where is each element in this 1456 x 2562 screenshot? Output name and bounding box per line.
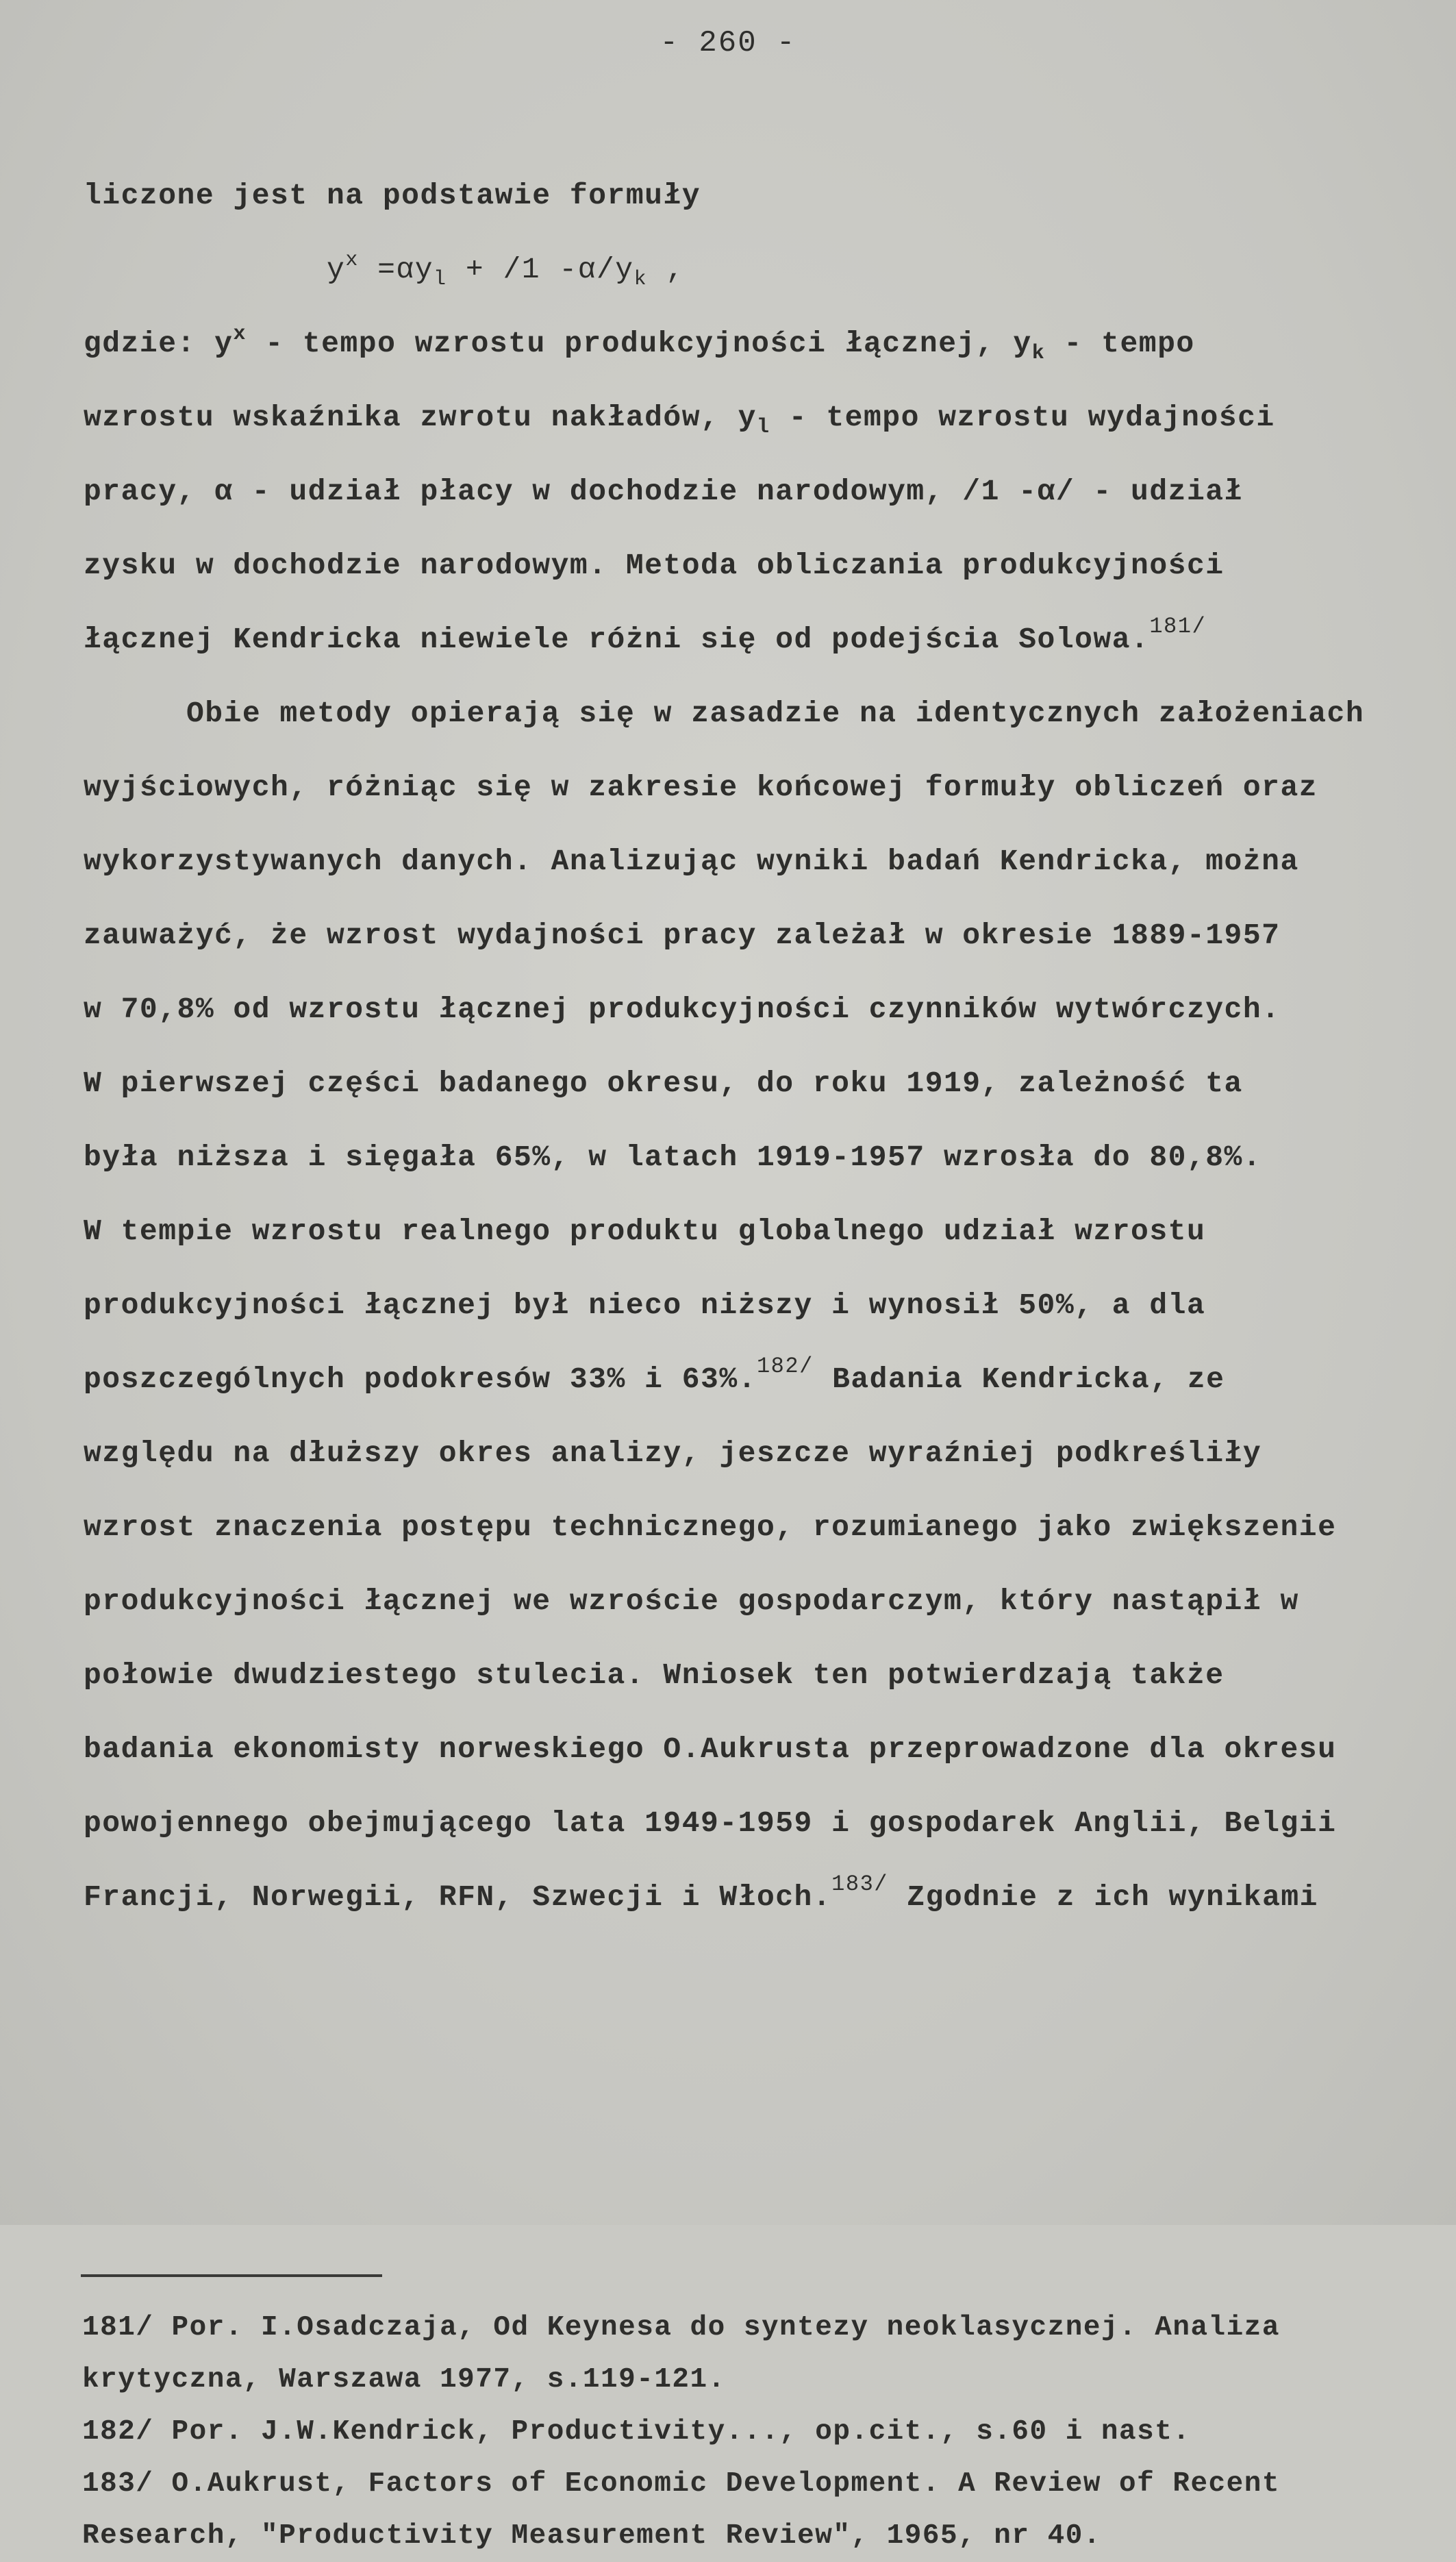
footnote-line: Research, "Productivity Measurement Review", 1965, nr 40. [82, 2520, 1101, 2552]
text-run: wzrost znaczenia postępu technicznego, rozumianego jako zwiększenie [84, 1510, 1337, 1544]
text-line [84, 751, 1446, 825]
text-run: Badania Kendricka, ze [813, 1363, 1225, 1396]
text-line [84, 455, 1446, 529]
text-run: łącznej Kendricka niewiele różni się od podejścia Solowa. [84, 623, 1150, 656]
text-line [84, 1639, 1446, 1713]
text-run: - tempo [1045, 327, 1195, 360]
text-run: poszczególnych podokresów 33% i 63%. [84, 1363, 757, 1396]
text-line [84, 529, 1446, 603]
text-line [84, 1047, 1446, 1121]
text-run: wyjściowych, różniąc się w zakresie końcowej formuły obliczeń oraz [84, 771, 1318, 804]
footnote-separator [81, 2274, 382, 2277]
text-run: była niższa i sięgała 65%, w latach 1919-1957 wzrosła do 80,8%. [84, 1141, 1262, 1174]
text-line [84, 1269, 1446, 1343]
footnote-reference: 182/ [756, 1354, 814, 1379]
text-line [84, 1195, 1446, 1269]
text-line [84, 381, 1446, 455]
footnote-line: 181/ Por. I.Osadczaja, Od Keynesa do syntezy neoklasycznej. Analiza [82, 2312, 1280, 2343]
formula-line [84, 233, 1446, 307]
text-run: - tempo wzrostu wydajności [770, 401, 1275, 434]
text-line [84, 973, 1446, 1047]
superscript: x [345, 249, 359, 272]
text-run: , [647, 253, 685, 286]
subscript: l [756, 416, 770, 439]
text-run: wykorzystywanych danych. Analizując wyniki badań Kendricka, można [84, 845, 1299, 878]
footnote-line: 182/ Por. J.W.Kendrick, Productivity..., op.cit., s.60 i nast. [82, 2416, 1191, 2448]
text-run: w 70,8% od wzrostu łącznej produkcyjności czynników wytwórczych. [84, 993, 1281, 1026]
footnote-reference: 181/ [1149, 614, 1207, 639]
text-run: W tempie wzrostu realnego produktu globalnego udział wzrostu [84, 1215, 1206, 1248]
text-run: względu na dłuższy okres analizy, jeszcze wyraźniej podkreśliły [84, 1437, 1262, 1470]
subscript: l [434, 268, 447, 291]
text-run: wzrostu wskaźnika zwrotu nakładów, y [84, 401, 757, 434]
text-run: połowie dwudziestego stulecia. Wniosek ten potwierdzają także [84, 1658, 1225, 1692]
text-run: Zgodnie z ich wynikami [888, 1880, 1318, 1914]
text-line [84, 159, 1446, 233]
text-run: W pierwszej części badanego okresu, do roku 1919, zależność ta [84, 1067, 1243, 1100]
text-run: produkcyjności łącznej we wzroście gospodarczym, który nastąpił w [84, 1584, 1299, 1618]
text-line [84, 1417, 1446, 1491]
text-line [84, 307, 1446, 381]
footnote-line: 183/ O.Aukrust, Factors of Economic Development. A Review of Recent [82, 2468, 1280, 2500]
text-line [84, 1565, 1446, 1639]
text-line [84, 1343, 1446, 1417]
text-line [84, 825, 1446, 899]
text-line [84, 899, 1446, 973]
text-line [84, 1491, 1446, 1565]
text-run: y [327, 253, 346, 286]
text-run: produkcyjności łącznej był nieco niższy i wynosił 50%, a dla [84, 1289, 1206, 1322]
page-number: - 260 - [660, 26, 796, 60]
text-line [84, 677, 1446, 751]
text-line [84, 1713, 1446, 1787]
text-run: zysku w dochodzie narodowym. Metoda obliczania produkcyjności [84, 549, 1225, 582]
text-run: =αy [358, 253, 434, 286]
text-line [84, 603, 1446, 677]
text-line [84, 1787, 1446, 1861]
footnotes [82, 2302, 1445, 2562]
text-run: gdzie: y [84, 327, 234, 360]
text-run: Obie metody opierają się w zasadzie na identycznych założeniach [186, 697, 1365, 730]
superscript: x [233, 323, 247, 346]
text-run: zauważyć, że wzrost wydajności pracy zależał w okresie 1889-1957 [84, 919, 1281, 952]
subscript: k [1031, 342, 1046, 365]
text-line [84, 1861, 1446, 1935]
body-text [84, 159, 1446, 1935]
subscript: k [633, 268, 648, 291]
text-run: badania ekonomisty norweskiego O.Aukrusta przeprowadzone dla okresu [84, 1732, 1337, 1766]
text-line [84, 1121, 1446, 1195]
text-run: + /1 -α/y [447, 253, 634, 286]
text-run: powojennego obejmującego lata 1949-1959 i gospodarek Anglii, Belgii [84, 1806, 1337, 1840]
text-run: liczone jest na podstawie formuły [84, 179, 701, 212]
footnote-line: krytyczna, Warszawa 1977, s.119-121. [82, 2364, 726, 2396]
footnote-reference: 183/ [831, 1871, 888, 1897]
text-run: pracy, α - udział płacy w dochodzie narodowym, /1 -α/ - udział [84, 475, 1243, 508]
text-run: Francji, Norwegii, RFN, Szwecji i Włoch. [84, 1880, 832, 1914]
text-run: - tempo wzrostu produkcyjności łącznej, y [246, 327, 1032, 360]
